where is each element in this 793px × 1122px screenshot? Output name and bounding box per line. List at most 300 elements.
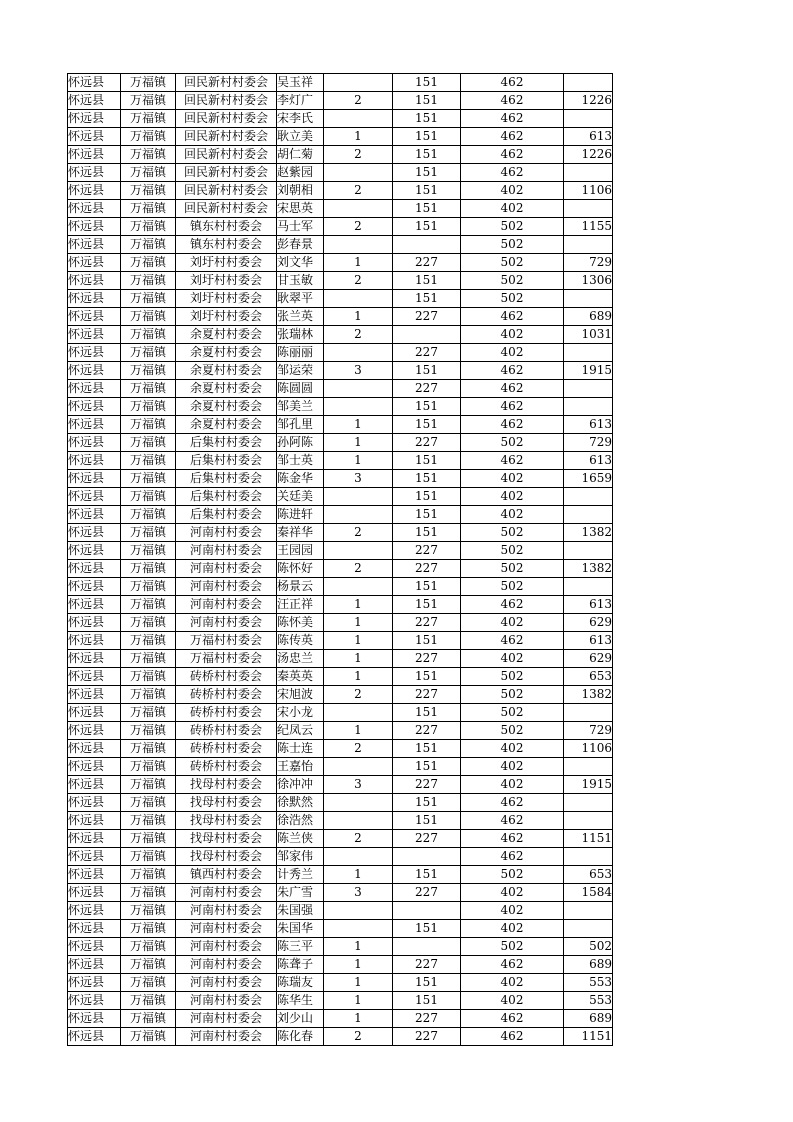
- count-cell: 1: [324, 128, 393, 146]
- table-row: [68, 758, 613, 776]
- count-cell: 1: [324, 596, 393, 614]
- county-cell: 怀远县: [68, 290, 121, 308]
- count-cell: 2: [324, 326, 393, 344]
- table-row: [68, 236, 613, 254]
- name-cell: 陈金华: [277, 470, 324, 488]
- county-cell: 怀远县: [68, 110, 121, 128]
- town-cell: 万福镇: [121, 704, 176, 722]
- count-cell: 3: [324, 884, 393, 902]
- total-cell: 1584: [564, 884, 613, 902]
- town-cell: 万福镇: [121, 92, 176, 110]
- name-cell: 耿翠平: [277, 290, 324, 308]
- amount-b-cell: 502: [461, 938, 564, 956]
- amount-b-cell: 462: [461, 1010, 564, 1028]
- amount-a-cell: 151: [393, 974, 461, 992]
- table-row: [68, 128, 613, 146]
- name-cell: 杨景云: [277, 578, 324, 596]
- town-cell: 万福镇: [121, 560, 176, 578]
- county-cell: 怀远县: [68, 812, 121, 830]
- table-row: [68, 704, 613, 722]
- table-row: [68, 452, 613, 470]
- total-cell: 689: [564, 1010, 613, 1028]
- count-cell: [324, 920, 393, 938]
- town-cell: 万福镇: [121, 1010, 176, 1028]
- total-cell: 1151: [564, 830, 613, 848]
- name-cell: 徐冲冲: [277, 776, 324, 794]
- town-cell: 万福镇: [121, 578, 176, 596]
- name-cell: 宋思英: [277, 200, 324, 218]
- town-cell: 万福镇: [121, 488, 176, 506]
- village-committee-cell: 刘圩村村委会: [176, 254, 277, 272]
- town-cell: 万福镇: [121, 524, 176, 542]
- name-cell: 王嘉怡: [277, 758, 324, 776]
- table-row: [68, 200, 613, 218]
- county-cell: 怀远县: [68, 974, 121, 992]
- village-committee-cell: 镇西村村委会: [176, 866, 277, 884]
- county-cell: 怀远县: [68, 794, 121, 812]
- total-cell: 729: [564, 722, 613, 740]
- town-cell: 万福镇: [121, 506, 176, 524]
- table-row: [68, 542, 613, 560]
- total-cell: 629: [564, 650, 613, 668]
- amount-a-cell: 151: [393, 92, 461, 110]
- name-cell: 彭春景: [277, 236, 324, 254]
- amount-b-cell: 502: [461, 254, 564, 272]
- table-row: [68, 272, 613, 290]
- town-cell: 万福镇: [121, 434, 176, 452]
- town-cell: 万福镇: [121, 74, 176, 92]
- table-row: [68, 524, 613, 542]
- county-cell: 怀远县: [68, 398, 121, 416]
- count-cell: [324, 488, 393, 506]
- village-committee-cell: 河南村村委会: [176, 884, 277, 902]
- county-cell: 怀远县: [68, 362, 121, 380]
- table-row: [68, 866, 613, 884]
- total-cell: [564, 290, 613, 308]
- name-cell: 张兰英: [277, 308, 324, 326]
- amount-b-cell: 462: [461, 830, 564, 848]
- count-cell: 2: [324, 560, 393, 578]
- town-cell: 万福镇: [121, 758, 176, 776]
- village-committee-cell: 河南村村委会: [176, 938, 277, 956]
- amount-b-cell: 402: [461, 776, 564, 794]
- total-cell: 729: [564, 434, 613, 452]
- village-committee-cell: 砖桥村村委会: [176, 686, 277, 704]
- amount-a-cell: 227: [393, 686, 461, 704]
- count-cell: [324, 200, 393, 218]
- village-committee-cell: 万福村村委会: [176, 650, 277, 668]
- amount-a-cell: 227: [393, 884, 461, 902]
- town-cell: 万福镇: [121, 902, 176, 920]
- county-cell: 怀远县: [68, 668, 121, 686]
- count-cell: 2: [324, 740, 393, 758]
- county-cell: 怀远县: [68, 992, 121, 1010]
- village-committee-cell: 回民新村村委会: [176, 164, 277, 182]
- amount-a-cell: 151: [393, 416, 461, 434]
- amount-a-cell: 151: [393, 668, 461, 686]
- name-cell: 宋旭波: [277, 686, 324, 704]
- name-cell: 耿立美: [277, 128, 324, 146]
- count-cell: [324, 812, 393, 830]
- total-cell: 1106: [564, 740, 613, 758]
- amount-a-cell: 227: [393, 776, 461, 794]
- total-cell: 1155: [564, 218, 613, 236]
- total-cell: [564, 542, 613, 560]
- amount-a-cell: 151: [393, 920, 461, 938]
- village-committee-cell: 河南村村委会: [176, 560, 277, 578]
- total-cell: 1106: [564, 182, 613, 200]
- total-cell: 1659: [564, 470, 613, 488]
- county-cell: 怀远县: [68, 128, 121, 146]
- county-cell: 怀远县: [68, 488, 121, 506]
- count-cell: 1: [324, 974, 393, 992]
- total-cell: 1382: [564, 560, 613, 578]
- table-row: [68, 290, 613, 308]
- village-committee-cell: 河南村村委会: [176, 1010, 277, 1028]
- town-cell: 万福镇: [121, 164, 176, 182]
- village-committee-cell: 砖桥村村委会: [176, 668, 277, 686]
- amount-b-cell: 462: [461, 128, 564, 146]
- count-cell: [324, 542, 393, 560]
- village-committee-cell: 河南村村委会: [176, 974, 277, 992]
- count-cell: [324, 398, 393, 416]
- amount-b-cell: 402: [461, 470, 564, 488]
- table-row: [68, 614, 613, 632]
- name-cell: 秦英英: [277, 668, 324, 686]
- name-cell: 马士军: [277, 218, 324, 236]
- county-cell: 怀远县: [68, 326, 121, 344]
- county-cell: 怀远县: [68, 848, 121, 866]
- county-cell: 怀远县: [68, 830, 121, 848]
- amount-a-cell: [393, 326, 461, 344]
- village-committee-cell: 刘圩村村委会: [176, 272, 277, 290]
- village-committee-cell: 后集村村委会: [176, 488, 277, 506]
- name-cell: 李灯广: [277, 92, 324, 110]
- county-cell: 怀远县: [68, 884, 121, 902]
- county-cell: 怀远县: [68, 506, 121, 524]
- county-cell: 怀远县: [68, 542, 121, 560]
- total-cell: 502: [564, 938, 613, 956]
- town-cell: 万福镇: [121, 956, 176, 974]
- village-committee-cell: 河南村村委会: [176, 902, 277, 920]
- amount-b-cell: 402: [461, 758, 564, 776]
- table-row: [68, 380, 613, 398]
- table-row: [68, 1028, 613, 1046]
- table-row: [68, 164, 613, 182]
- name-cell: 陈瑞友: [277, 974, 324, 992]
- total-cell: 689: [564, 308, 613, 326]
- amount-b-cell: 462: [461, 380, 564, 398]
- name-cell: 计秀兰: [277, 866, 324, 884]
- town-cell: 万福镇: [121, 416, 176, 434]
- amount-a-cell: 227: [393, 1028, 461, 1046]
- county-cell: 怀远县: [68, 596, 121, 614]
- town-cell: 万福镇: [121, 884, 176, 902]
- count-cell: 1: [324, 722, 393, 740]
- county-cell: 怀远县: [68, 632, 121, 650]
- count-cell: [324, 902, 393, 920]
- name-cell: 汤忠兰: [277, 650, 324, 668]
- count-cell: 1: [324, 452, 393, 470]
- county-cell: 怀远县: [68, 218, 121, 236]
- amount-a-cell: 227: [393, 1010, 461, 1028]
- amount-b-cell: 402: [461, 902, 564, 920]
- name-cell: 赵紫园: [277, 164, 324, 182]
- table-row: [68, 974, 613, 992]
- amount-a-cell: [393, 236, 461, 254]
- amount-a-cell: 227: [393, 560, 461, 578]
- name-cell: 纪凤云: [277, 722, 324, 740]
- amount-a-cell: 151: [393, 866, 461, 884]
- table-row: [68, 920, 613, 938]
- amount-a-cell: [393, 902, 461, 920]
- name-cell: 刘朝相: [277, 182, 324, 200]
- amount-a-cell: 151: [393, 164, 461, 182]
- total-cell: [564, 758, 613, 776]
- count-cell: 1: [324, 434, 393, 452]
- village-committee-cell: 镇东村村委会: [176, 218, 277, 236]
- amount-a-cell: 227: [393, 614, 461, 632]
- count-cell: 3: [324, 776, 393, 794]
- county-cell: 怀远县: [68, 182, 121, 200]
- town-cell: 万福镇: [121, 938, 176, 956]
- name-cell: 宋小龙: [277, 704, 324, 722]
- count-cell: 2: [324, 146, 393, 164]
- table-row: [68, 362, 613, 380]
- village-committee-cell: 后集村村委会: [176, 506, 277, 524]
- town-cell: 万福镇: [121, 830, 176, 848]
- name-cell: 陈圆圆: [277, 380, 324, 398]
- amount-b-cell: 462: [461, 92, 564, 110]
- town-cell: 万福镇: [121, 650, 176, 668]
- count-cell: 2: [324, 524, 393, 542]
- town-cell: 万福镇: [121, 272, 176, 290]
- table-row: [68, 434, 613, 452]
- amount-a-cell: 151: [393, 992, 461, 1010]
- amount-a-cell: 151: [393, 578, 461, 596]
- village-committee-cell: 后集村村委会: [176, 470, 277, 488]
- amount-a-cell: 151: [393, 740, 461, 758]
- total-cell: 653: [564, 866, 613, 884]
- county-cell: 怀远县: [68, 938, 121, 956]
- county-cell: 怀远县: [68, 74, 121, 92]
- count-cell: 1: [324, 416, 393, 434]
- count-cell: [324, 74, 393, 92]
- amount-b-cell: 502: [461, 686, 564, 704]
- table-row: [68, 506, 613, 524]
- town-cell: 万福镇: [121, 452, 176, 470]
- amount-a-cell: [393, 848, 461, 866]
- amount-b-cell: 462: [461, 1028, 564, 1046]
- count-cell: [324, 110, 393, 128]
- village-committee-cell: 砖桥村村委会: [176, 740, 277, 758]
- table-row: [68, 560, 613, 578]
- total-cell: [564, 506, 613, 524]
- total-cell: 629: [564, 614, 613, 632]
- name-cell: 胡仁菊: [277, 146, 324, 164]
- amount-b-cell: 402: [461, 488, 564, 506]
- village-committee-cell: 刘圩村村委会: [176, 308, 277, 326]
- town-cell: 万福镇: [121, 668, 176, 686]
- amount-a-cell: 227: [393, 380, 461, 398]
- name-cell: 甘玉敏: [277, 272, 324, 290]
- village-committee-cell: 余夏村村委会: [176, 362, 277, 380]
- amount-a-cell: 151: [393, 794, 461, 812]
- town-cell: 万福镇: [121, 992, 176, 1010]
- total-cell: 653: [564, 668, 613, 686]
- table-row: [68, 956, 613, 974]
- village-committee-cell: 余夏村村委会: [176, 398, 277, 416]
- count-cell: [324, 758, 393, 776]
- county-cell: 怀远县: [68, 380, 121, 398]
- total-cell: 729: [564, 254, 613, 272]
- county-cell: 怀远县: [68, 866, 121, 884]
- name-cell: 陈华生: [277, 992, 324, 1010]
- village-committee-cell: 河南村村委会: [176, 1028, 277, 1046]
- table-row: [68, 830, 613, 848]
- amount-a-cell: 227: [393, 722, 461, 740]
- county-cell: 怀远县: [68, 956, 121, 974]
- amount-b-cell: 462: [461, 362, 564, 380]
- amount-b-cell: 502: [461, 668, 564, 686]
- table-row: [68, 344, 613, 362]
- town-cell: 万福镇: [121, 632, 176, 650]
- town-cell: 万福镇: [121, 974, 176, 992]
- name-cell: 陈兰侠: [277, 830, 324, 848]
- total-cell: 1382: [564, 524, 613, 542]
- name-cell: 朱国强: [277, 902, 324, 920]
- amount-a-cell: 151: [393, 200, 461, 218]
- town-cell: 万福镇: [121, 146, 176, 164]
- county-cell: 怀远县: [68, 776, 121, 794]
- amount-b-cell: 502: [461, 290, 564, 308]
- amount-b-cell: 402: [461, 614, 564, 632]
- amount-b-cell: 502: [461, 560, 564, 578]
- village-committee-cell: 回民新村村委会: [176, 200, 277, 218]
- amount-b-cell: 462: [461, 632, 564, 650]
- count-cell: [324, 506, 393, 524]
- town-cell: 万福镇: [121, 776, 176, 794]
- county-cell: 怀远县: [68, 758, 121, 776]
- village-committee-cell: 河南村村委会: [176, 524, 277, 542]
- total-cell: 553: [564, 992, 613, 1010]
- county-cell: 怀远县: [68, 650, 121, 668]
- county-cell: 怀远县: [68, 92, 121, 110]
- village-committee-cell: 回民新村村委会: [176, 182, 277, 200]
- county-cell: 怀远县: [68, 704, 121, 722]
- village-committee-cell: 找母村村委会: [176, 830, 277, 848]
- amount-b-cell: 402: [461, 884, 564, 902]
- name-cell: 陈丽丽: [277, 344, 324, 362]
- county-cell: 怀远县: [68, 1028, 121, 1046]
- amount-a-cell: 227: [393, 830, 461, 848]
- count-cell: [324, 344, 393, 362]
- amount-a-cell: 151: [393, 272, 461, 290]
- table-row: [68, 488, 613, 506]
- total-cell: [564, 812, 613, 830]
- village-committee-cell: 找母村村委会: [176, 776, 277, 794]
- amount-a-cell: 151: [393, 362, 461, 380]
- total-cell: 613: [564, 452, 613, 470]
- name-cell: 陈怀好: [277, 560, 324, 578]
- village-committee-cell: 万福村村委会: [176, 632, 277, 650]
- amount-a-cell: 151: [393, 758, 461, 776]
- amount-b-cell: 502: [461, 542, 564, 560]
- village-committee-cell: 回民新村村委会: [176, 74, 277, 92]
- town-cell: 万福镇: [121, 254, 176, 272]
- county-cell: 怀远县: [68, 470, 121, 488]
- total-cell: [564, 164, 613, 182]
- town-cell: 万福镇: [121, 236, 176, 254]
- name-cell: 邹美兰: [277, 398, 324, 416]
- table-row: [68, 398, 613, 416]
- count-cell: 1: [324, 938, 393, 956]
- village-committee-cell: 河南村村委会: [176, 578, 277, 596]
- name-cell: 张瑞林: [277, 326, 324, 344]
- count-cell: 2: [324, 830, 393, 848]
- town-cell: 万福镇: [121, 398, 176, 416]
- count-cell: 2: [324, 272, 393, 290]
- amount-a-cell: 227: [393, 254, 461, 272]
- count-cell: [324, 578, 393, 596]
- total-cell: [564, 398, 613, 416]
- name-cell: 朱广雪: [277, 884, 324, 902]
- amount-b-cell: 502: [461, 218, 564, 236]
- name-cell: 邹孔里: [277, 416, 324, 434]
- amount-a-cell: 151: [393, 110, 461, 128]
- amount-a-cell: 151: [393, 704, 461, 722]
- amount-b-cell: 462: [461, 164, 564, 182]
- total-cell: 1382: [564, 686, 613, 704]
- count-cell: 2: [324, 92, 393, 110]
- amount-b-cell: 462: [461, 812, 564, 830]
- amount-b-cell: 402: [461, 200, 564, 218]
- amount-a-cell: 151: [393, 488, 461, 506]
- village-committee-cell: 河南村村委会: [176, 614, 277, 632]
- village-committee-cell: 余夏村村委会: [176, 326, 277, 344]
- count-cell: [324, 704, 393, 722]
- county-cell: 怀远县: [68, 1010, 121, 1028]
- amount-b-cell: 502: [461, 704, 564, 722]
- table-row: [68, 794, 613, 812]
- county-cell: 怀远县: [68, 164, 121, 182]
- amount-b-cell: 462: [461, 146, 564, 164]
- total-cell: 689: [564, 956, 613, 974]
- name-cell: 宋李氏: [277, 110, 324, 128]
- amount-b-cell: 402: [461, 182, 564, 200]
- table-row: [68, 92, 613, 110]
- amount-b-cell: 402: [461, 650, 564, 668]
- table-row: [68, 110, 613, 128]
- name-cell: 吴玉祥: [277, 74, 324, 92]
- table-row: [68, 308, 613, 326]
- name-cell: 刘少山: [277, 1010, 324, 1028]
- total-cell: 1915: [564, 776, 613, 794]
- count-cell: 1: [324, 668, 393, 686]
- total-cell: [564, 920, 613, 938]
- town-cell: 万福镇: [121, 308, 176, 326]
- table-row: [68, 902, 613, 920]
- amount-b-cell: 502: [461, 236, 564, 254]
- table-row: [68, 776, 613, 794]
- amount-a-cell: 227: [393, 308, 461, 326]
- town-cell: 万福镇: [121, 362, 176, 380]
- amount-a-cell: 151: [393, 398, 461, 416]
- county-cell: 怀远县: [68, 344, 121, 362]
- amount-b-cell: 502: [461, 578, 564, 596]
- amount-b-cell: 502: [461, 722, 564, 740]
- table-row: [68, 740, 613, 758]
